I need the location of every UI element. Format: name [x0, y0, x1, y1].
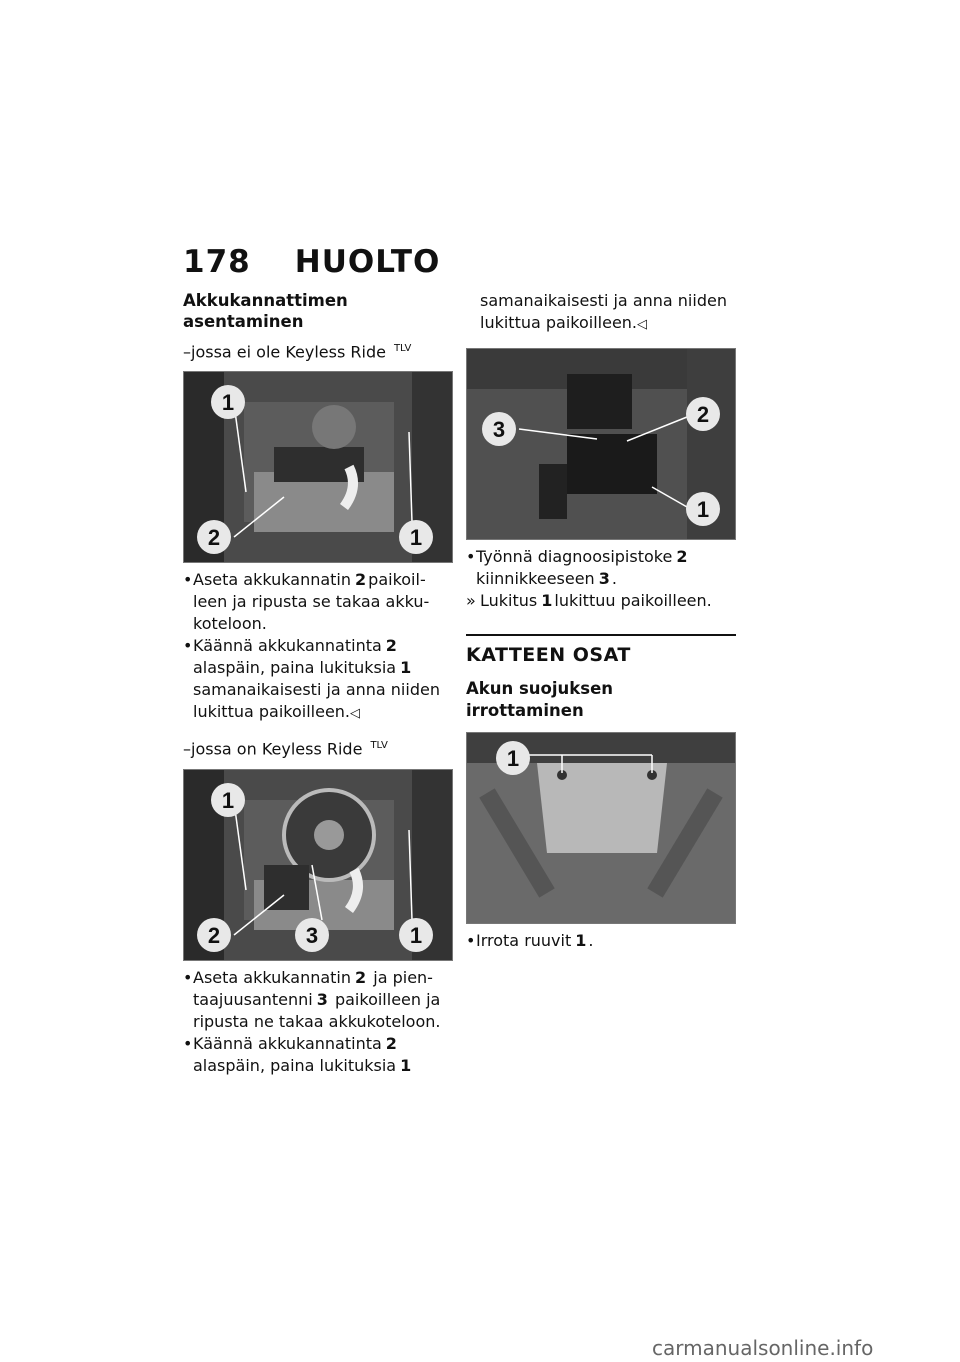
step-text: paikoilleen ja ripusta ne takaa akkukoteloon.	[193, 989, 441, 1031]
ref-number: 3	[598, 569, 610, 588]
result-mark: »	[466, 591, 476, 610]
figure-label: 2	[207, 525, 221, 551]
condition-with-keyless	[183, 735, 453, 760]
step-item	[183, 1033, 453, 1077]
right-column	[466, 290, 736, 952]
end-mark: ◁	[637, 317, 648, 332]
figure-label: 3	[492, 417, 506, 442]
step-item	[183, 635, 453, 725]
figure-diagnosis-plug	[466, 348, 736, 540]
page-number: 178	[183, 244, 251, 280]
ref-number: 2	[355, 570, 367, 590]
step-text: paikoilleen ja ripusta se takaa akkukoteloon.	[193, 570, 430, 634]
step-text: .	[588, 931, 594, 950]
condition-no-keyless	[183, 338, 453, 363]
bullet: •	[466, 931, 476, 950]
subtitle-battery-holder: Akkukannattimen asentaminen	[183, 291, 348, 331]
step-text: Aseta akkukannatin	[193, 967, 352, 987]
figure-label: 1	[221, 787, 235, 813]
step-item	[466, 546, 736, 590]
step-text: Irrota ruuvit	[476, 931, 572, 950]
step-item	[183, 967, 453, 1033]
section-title: HUOLTO	[294, 244, 441, 280]
condition-tag: TLV	[370, 740, 388, 752]
step-item	[466, 930, 736, 952]
section-heading: KATTEEN OSAT	[466, 634, 736, 666]
figure-label: 1	[506, 746, 520, 771]
bullet: •	[466, 547, 476, 566]
step-continuation	[466, 290, 736, 336]
ref-number: 1	[541, 591, 553, 610]
condition-text: –jossa on Keyless Ride	[183, 739, 363, 759]
step-text: .	[611, 569, 617, 588]
left-column	[183, 290, 453, 1077]
step-text: Aseta akkukannatin	[193, 570, 352, 590]
condition-tag: TLV	[393, 343, 412, 354]
figure-battery-holder-1	[183, 371, 453, 563]
bullet: •	[183, 967, 193, 987]
condition-text: –jossa ei ole Keyless Ride	[183, 342, 386, 362]
subtitle-cover-removal: Akun suojuksen irrottaminen	[466, 679, 614, 720]
step-text: lukittuu paikoilleen.	[554, 591, 712, 610]
figure-label: 1	[696, 497, 710, 522]
footer-watermark: carmanualsonline.info	[652, 1336, 874, 1360]
ref-number: 3	[316, 989, 328, 1009]
step-text: samanaikaisesti ja anna niiden lukittua paikoilleen.	[193, 680, 440, 722]
result-item	[466, 590, 736, 612]
step-text: Käännä akkukannatinta	[193, 1033, 382, 1053]
figure-label: 1	[409, 525, 423, 551]
page-header	[183, 244, 440, 280]
step-item	[183, 569, 453, 635]
figure-label: 3	[305, 922, 319, 948]
bullet: •	[183, 636, 193, 656]
ref-number: 2	[355, 967, 367, 987]
step-text: Lukitus	[480, 591, 538, 610]
bullet: •	[183, 570, 193, 590]
ref-number: 2	[385, 1033, 397, 1053]
figure-label: 2	[207, 922, 221, 948]
ref-number: 1	[400, 658, 412, 678]
end-mark: ◁	[350, 706, 361, 722]
step-text: alaspäin, paina lukituksia	[193, 1055, 397, 1075]
step-text: kiinnikkeeseen	[476, 569, 595, 588]
bullet: •	[183, 1033, 193, 1053]
figure-label: 1	[221, 390, 235, 416]
ref-number: 1	[400, 1055, 412, 1075]
step-text: samanaikaisesti ja anna niiden lukittua paikoilleen.	[480, 291, 727, 332]
figure-battery-holder-2	[183, 769, 453, 961]
ref-number: 2	[676, 547, 688, 566]
ref-number: 2	[385, 636, 397, 656]
ref-number: 1	[575, 931, 587, 950]
figure-label: 2	[696, 402, 710, 427]
step-text: ja pientaajuusantenni	[193, 967, 433, 1009]
figure-label: 1	[409, 922, 423, 948]
step-text: Käännä akkukannatinta	[193, 636, 382, 656]
figure-cover-screws	[466, 732, 736, 924]
step-text: alaspäin, paina lukituksia	[193, 658, 397, 678]
step-text: Työnnä diagnoosipistoke	[476, 547, 673, 566]
